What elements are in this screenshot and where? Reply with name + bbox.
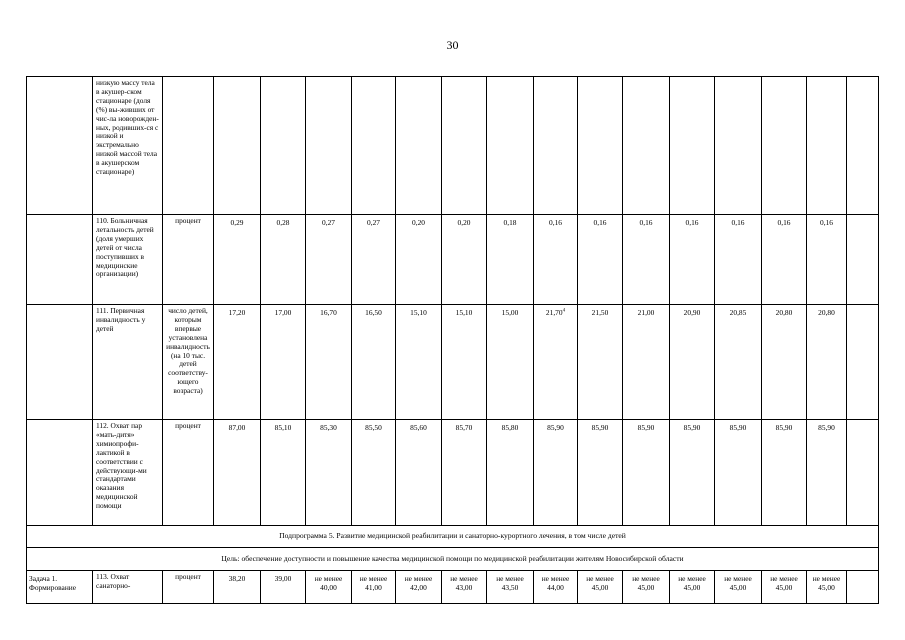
value-text: 85,90	[775, 423, 793, 432]
value-cell	[715, 77, 762, 215]
value-cell	[807, 420, 847, 526]
value-cell	[396, 215, 442, 305]
footnote-marker: 4	[562, 308, 566, 314]
value-cell	[306, 77, 352, 215]
value-cell	[623, 215, 670, 305]
value-text: 21,50	[591, 308, 609, 317]
task-cell	[27, 420, 93, 526]
value-cell	[214, 215, 261, 305]
value-cell: не менее 44,00	[534, 571, 578, 604]
value-cell: не менее 45,00	[715, 571, 762, 604]
subprogram-title: Подпрограмма 5. Развитие медицинской реабилитации и санаторно-курортного лечения, в том числе детей	[27, 526, 879, 548]
table-row	[27, 305, 879, 420]
value-cell	[306, 305, 352, 420]
value-cell	[578, 305, 623, 420]
indicator-cell: 113. Охват санаторно-	[93, 571, 163, 604]
task-cell	[27, 77, 93, 215]
value-cell	[352, 305, 396, 420]
value-cell	[214, 305, 261, 420]
value-text: 0,28	[276, 218, 290, 227]
indicator-cell: 112. Охват пар «мать-дитя» химиопрофи-лактикой в соответствии с действующи-ми стандартами оказания медицинской помощи	[93, 420, 163, 526]
indicator-cell: 110. Больничная летальность детей (доля умерших детей от числа поступивших в медицинские организации)	[93, 215, 163, 305]
value-cell	[534, 77, 578, 215]
table-row-subprogram-title	[27, 526, 879, 548]
value-text: 0,27	[367, 218, 380, 227]
value-cell	[306, 420, 352, 526]
value-cell	[487, 420, 534, 526]
table-row-goal-title	[27, 548, 879, 571]
value-text: 15,10	[455, 308, 473, 317]
value-text: 85,60	[410, 423, 427, 432]
value-text: 20,80	[775, 308, 793, 317]
value-text: 17,20	[228, 308, 246, 317]
value-cell	[762, 215, 807, 305]
value-cell	[442, 305, 487, 420]
value-cell	[715, 215, 762, 305]
value-cell	[578, 77, 623, 215]
value-text: 0,16	[820, 218, 833, 227]
value-text: 0,16	[639, 218, 653, 227]
value-cell	[670, 305, 715, 420]
value-cell	[807, 77, 847, 215]
value-cell	[670, 420, 715, 526]
value-text: 85,70	[455, 423, 473, 432]
value-text: 20,85	[729, 308, 747, 317]
value-cell	[306, 215, 352, 305]
indicator-cell: низкую массу тела в акушер-ском стационаре (доля (%) вы-живших от чис-ла новорожден-ных, родивших-ся с низкой и экстремально низкой массой тела в акушерском стационаре)	[93, 77, 163, 215]
value-text: 0,16	[593, 218, 607, 227]
unit-cell: процент	[163, 571, 214, 604]
value-text: 21,70	[545, 308, 563, 317]
value-cell	[396, 420, 442, 526]
value-text: 17,00	[274, 308, 292, 317]
value-cell	[396, 305, 442, 420]
value-text: 85,30	[320, 423, 337, 432]
value-text: 21,00	[637, 308, 655, 317]
table-row	[27, 215, 879, 305]
unit-cell: процент	[163, 215, 214, 305]
value-cell	[578, 420, 623, 526]
value-text: 85,50	[365, 423, 382, 432]
extra-cell	[847, 77, 879, 215]
value-cell	[261, 420, 306, 526]
value-cell	[214, 420, 261, 526]
value-cell	[534, 420, 578, 526]
value-cell: не менее 42,00	[396, 571, 442, 604]
value-text: 85,80	[501, 423, 519, 432]
value-cell	[578, 215, 623, 305]
value-text: 0,16	[777, 218, 791, 227]
value-cell	[487, 305, 534, 420]
value-text: 0,29	[230, 218, 244, 227]
value-text: 85,10	[274, 423, 292, 432]
extra-cell	[847, 215, 879, 305]
value-cell	[715, 305, 762, 420]
value-cell	[534, 305, 578, 420]
page-number: 30	[446, 38, 459, 52]
value-cell: не менее 45,00	[623, 571, 670, 604]
task-cell: Задача 1. Формирование	[27, 571, 93, 604]
value-text: 20,90	[683, 308, 701, 317]
value-cell	[352, 215, 396, 305]
indicator-table	[26, 76, 879, 604]
value-text: 85,90	[818, 423, 835, 432]
table-row-continued	[27, 77, 879, 215]
table-row	[27, 571, 879, 604]
value-cell	[623, 305, 670, 420]
value-cell: не менее 41,00	[352, 571, 396, 604]
value-text: 0,16	[549, 218, 562, 227]
value-cell: не менее 45,00	[762, 571, 807, 604]
value-cell: не менее 45,00	[670, 571, 715, 604]
value-cell	[762, 305, 807, 420]
value-text: 85,90	[637, 423, 655, 432]
value-cell	[623, 420, 670, 526]
value-text: 85,90	[591, 423, 609, 432]
value-cell	[396, 77, 442, 215]
value-cell	[214, 77, 261, 215]
value-cell	[261, 215, 306, 305]
value-cell	[261, 305, 306, 420]
value-cell: не менее 43,00	[442, 571, 487, 604]
value-cell	[623, 77, 670, 215]
value-cell	[762, 420, 807, 526]
indicator-cell: 111. Первичная инвалидность у детей	[93, 305, 163, 420]
value-text: 15,00	[501, 308, 519, 317]
value-text: 15,10	[410, 308, 427, 317]
value-cell	[442, 420, 487, 526]
value-text: 85,90	[729, 423, 747, 432]
extra-cell	[847, 571, 879, 604]
value-text: 16,50	[365, 308, 382, 317]
value-cell: не менее 40,00	[306, 571, 352, 604]
unit-cell	[163, 77, 214, 215]
value-text: 87,00	[228, 423, 246, 432]
task-cell	[27, 215, 93, 305]
value-cell: 38,20	[214, 571, 261, 604]
unit-cell: процент	[163, 420, 214, 526]
value-cell: не менее 45,00	[578, 571, 623, 604]
table-row	[27, 420, 879, 526]
value-cell	[807, 215, 847, 305]
value-cell	[487, 77, 534, 215]
extra-cell	[847, 305, 879, 420]
value-cell	[762, 77, 807, 215]
value-cell	[442, 77, 487, 215]
value-cell	[352, 420, 396, 526]
value-text: 0,20	[412, 218, 425, 227]
value-cell: не менее 45,00	[807, 571, 847, 604]
unit-cell: число детей, которым впервые установлена инвалидность (на 10 тыс. детей соответству-ющего возраста)	[163, 305, 214, 420]
value-text: 85,90	[683, 423, 701, 432]
value-cell	[534, 215, 578, 305]
value-text: 20,80	[818, 308, 835, 317]
value-cell	[352, 77, 396, 215]
value-cell	[670, 215, 715, 305]
goal-title: Цель: обеспечение доступности и повышение качества медицинской помощи по медицинской реабилитации жителям Новосибирской области	[27, 548, 879, 571]
value-cell	[487, 215, 534, 305]
value-text: 16,70	[320, 308, 337, 317]
value-cell	[261, 77, 306, 215]
value-text: 0,20	[457, 218, 471, 227]
value-cell	[670, 77, 715, 215]
value-text: 0,16	[685, 218, 699, 227]
value-cell	[715, 420, 762, 526]
value-cell: 39,00	[261, 571, 306, 604]
value-text: 85,90	[547, 423, 564, 432]
value-text: 0,18	[503, 218, 517, 227]
value-text: 0,16	[731, 218, 745, 227]
value-cell	[442, 215, 487, 305]
value-cell	[807, 305, 847, 420]
task-cell	[27, 305, 93, 420]
value-text: 0,27	[322, 218, 335, 227]
value-cell: не менее 43,50	[487, 571, 534, 604]
extra-cell	[847, 420, 879, 526]
